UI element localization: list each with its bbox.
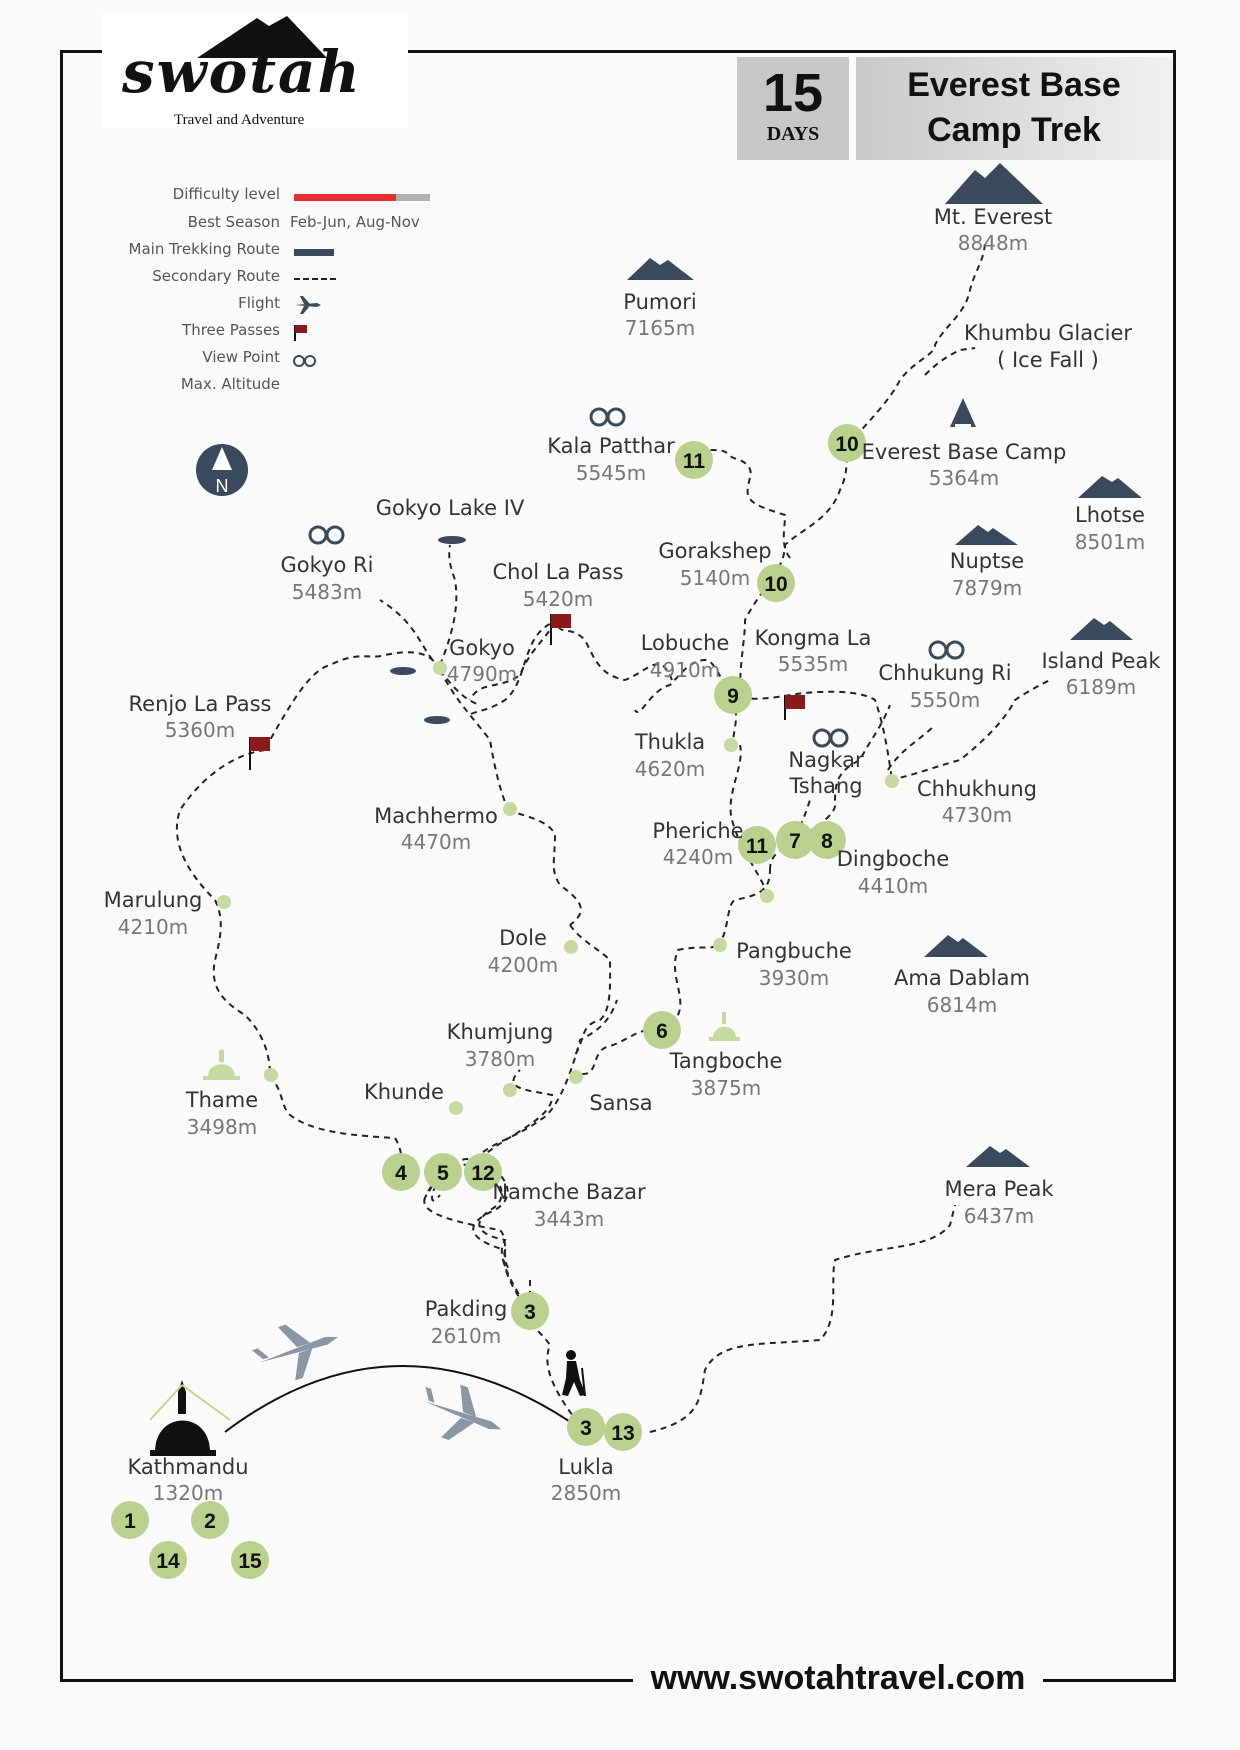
legend-season-value: Feb-Jun, Aug-Nov [290, 213, 420, 231]
alt-dole: 4200m [487, 953, 559, 977]
day-marker-5: 5 [437, 1162, 449, 1185]
label-renjo-la: Renjo La Pass [128, 692, 272, 716]
label-everest: Mt. Everest [933, 205, 1053, 229]
day-marker-1: 1 [124, 1510, 136, 1533]
alt-mera-peak: 6437m [963, 1204, 1035, 1228]
label-namche: Namche Bazar [492, 1180, 646, 1204]
alt-gorakshep: 5140m [679, 566, 751, 590]
stupa-icon-tangboche [709, 1012, 740, 1041]
label-pumori: Pumori [623, 290, 697, 314]
label-khunde: Khunde [364, 1080, 444, 1104]
day-marker-7: 7 [789, 830, 801, 853]
label-dingboche: Dingboche [836, 847, 950, 871]
days-label: DAYS [766, 123, 820, 145]
alt-machhermo: 4470m [400, 830, 472, 854]
waypoints [217, 661, 899, 1115]
days-number: 15 [762, 63, 824, 123]
legend-flight-label: Flight [238, 294, 280, 312]
day-marker-10-gorakshep: 10 [764, 573, 788, 596]
alt-thukla: 4620m [634, 757, 706, 781]
alt-kathmandu: 1320m [152, 1481, 224, 1505]
day-marker-4: 4 [395, 1162, 407, 1185]
alt-dingboche: 4410m [857, 874, 929, 898]
brand-logo [102, 12, 408, 128]
day-marker-12: 12 [471, 1162, 495, 1185]
mountain-icon-nuptse [955, 525, 1018, 545]
label-ice-fall: ( Ice Fall ) [997, 348, 1099, 372]
alt-everest: 8848m [957, 231, 1029, 255]
label-marulung: Marulung [103, 888, 203, 912]
alt-renjo-la: 5360m [164, 718, 236, 742]
label-gokyo-ri: Gokyo Ri [280, 553, 374, 577]
label-pakding: Pakding [424, 1297, 508, 1321]
alt-khumjung: 3780m [464, 1047, 536, 1071]
label-machhermo: Machhermo [374, 804, 498, 828]
day-marker-10-ebc: 10 [835, 433, 859, 456]
alt-pangbuche: 3930m [758, 966, 830, 990]
legend-passes-label: Three Passes [182, 321, 280, 339]
label-kongma-la: Kongma La [754, 626, 872, 650]
day-marker-3-pakding: 3 [524, 1301, 536, 1324]
alt-pheriche: 4240m [662, 845, 734, 869]
label-kala-patthar: Kala Patthar [547, 434, 675, 458]
secondary-route-swatch [294, 278, 336, 280]
label-kathmandu: Kathmandu [127, 1455, 249, 1479]
label-sansa: Sansa [589, 1091, 653, 1115]
logo-tagline: Travel and Adventure [174, 112, 305, 128]
airplane-icon [293, 294, 323, 316]
difficulty-fill [294, 194, 396, 201]
label-tangboche: Tangboche [669, 1049, 783, 1073]
legend-max-altitude-label: Max. Altitude [180, 375, 280, 393]
mountain-icon-pumori [627, 258, 694, 280]
alt-lhotse: 8501m [1074, 530, 1146, 554]
website-link[interactable]: www.swotahtravel.com [650, 1659, 1026, 1697]
label-gokyo: Gokyo [449, 636, 515, 660]
alt-ebc: 5364m [928, 466, 1000, 490]
mountain-icon-island-peak [1070, 618, 1133, 640]
day-markers [111, 424, 866, 1579]
label-ebc: Everest Base Camp [861, 440, 1067, 464]
day-marker-9: 9 [727, 685, 739, 708]
alt-chol-la: 5420m [522, 587, 594, 611]
difficulty-bar [294, 194, 430, 201]
label-gorakshep: Gorakshep [658, 539, 772, 563]
label-gokyo-lake: Gokyo Lake IV [375, 496, 525, 520]
day-marker-3-lukla: 3 [580, 1417, 592, 1440]
label-nagkar: Nagkar [788, 748, 864, 772]
hiker-icon [562, 1350, 586, 1396]
label-nuptse: Nuptse [949, 549, 1025, 573]
binoculars-icon-nagkar [814, 730, 847, 746]
alt-kala-patthar: 5545m [575, 461, 647, 485]
label-thukla: Thukla [634, 730, 706, 754]
flight-route [225, 1366, 585, 1432]
mountain-icon-lhotse [1078, 476, 1142, 498]
day-marker-8: 8 [821, 830, 833, 853]
compass-icon [196, 444, 248, 496]
alt-nuptse: 7879m [951, 576, 1023, 600]
label-mera-peak: Mera Peak [944, 1177, 1054, 1201]
label-chhukung-ri: Chhukung Ri [878, 661, 1012, 685]
title-line-1: Everest Base [907, 66, 1121, 104]
alt-pakding: 2610m [430, 1324, 502, 1348]
label-pheriche: Pheriche [652, 819, 744, 843]
stupa-icon-thame [203, 1050, 240, 1080]
label-chol-la: Chol La Pass [492, 560, 624, 584]
website-footer [633, 1645, 1043, 1711]
legend-season-label: Best Season [187, 213, 280, 231]
alt-lukla: 2850m [550, 1481, 622, 1505]
label-khumjung: Khumjung [446, 1020, 554, 1044]
alt-ama-dablam: 6814m [926, 993, 998, 1017]
tent-icon [950, 398, 976, 427]
logo-wordmark: swotah [122, 38, 362, 106]
day-marker-15: 15 [238, 1550, 262, 1573]
label-khumbu-glacier: Khumbu Glacier [963, 321, 1133, 345]
trek-title [856, 57, 1172, 160]
legend-viewpoint-label: View Point [202, 348, 280, 366]
binoculars-icon-kala-patthar [591, 409, 624, 425]
binoculars-icon [292, 352, 318, 368]
mountain-icon-ama-dablam [924, 935, 988, 957]
main-route-swatch [294, 249, 334, 256]
alt-gokyo-ri: 5483m [291, 580, 363, 604]
alt-gokyo: 4790m [446, 662, 518, 686]
trek-days-badge [737, 57, 849, 160]
pass-flag-icon [294, 323, 310, 343]
trekking-routes [177, 240, 1050, 1432]
alt-island-peak: 6189m [1065, 675, 1137, 699]
day-marker-14: 14 [156, 1550, 180, 1573]
day-marker-11-pheriche: 11 [745, 835, 769, 858]
label-lobuche: Lobuche [640, 631, 730, 655]
label-ama-dablam: Ama Dablam [894, 966, 1030, 990]
mountain-icon-everest [945, 163, 1043, 204]
binoculars-icon-chhukung-ri [930, 642, 963, 658]
binoculars-icon-gokyo-ri [310, 527, 343, 543]
alt-thame: 3498m [186, 1115, 258, 1139]
alt-namche: 3443m [533, 1207, 605, 1231]
mountain-icon-mera-peak [966, 1146, 1030, 1167]
day-marker-6: 6 [656, 1020, 668, 1043]
label-tshang: Tshang [789, 774, 863, 798]
day-marker-11-kala-patthar: 11 [682, 450, 706, 473]
alt-lobuche: 4910m [649, 658, 721, 682]
label-island-peak: Island Peak [1041, 649, 1161, 673]
alt-kongma-la: 5535m [777, 652, 849, 676]
day-marker-13: 13 [611, 1422, 635, 1445]
alt-pumori: 7165m [624, 316, 696, 340]
label-thame: Thame [185, 1088, 259, 1112]
title-line-2: Camp Trek [927, 111, 1101, 149]
label-dole: Dole [499, 926, 547, 950]
label-lhotse: Lhotse [1075, 503, 1145, 527]
label-chhukhung: Chhukhung [916, 777, 1038, 801]
day-marker-2: 2 [204, 1510, 216, 1533]
airplane-icon [411, 1374, 511, 1456]
legend-difficulty-label: Difficulty level [172, 185, 280, 203]
alt-chhukhung: 4730m [941, 803, 1013, 827]
label-lukla: Lukla [558, 1455, 614, 1479]
stupa-icon-kathmandu [150, 1380, 230, 1456]
alt-tangboche: 3875m [690, 1076, 762, 1100]
airplane-icon [248, 1310, 347, 1390]
svg-text:N: N [215, 476, 229, 496]
label-pangbuche: Pangbuche [736, 939, 852, 963]
pass-flag-icon-kongma-la [785, 695, 805, 720]
alt-chhukung-ri: 5550m [909, 688, 981, 712]
legend-main-route-label: Main Trekking Route [128, 240, 280, 258]
lakes [390, 536, 466, 724]
alt-marulung: 4210m [117, 915, 189, 939]
legend-secondary-route-label: Secondary Route [152, 267, 280, 285]
